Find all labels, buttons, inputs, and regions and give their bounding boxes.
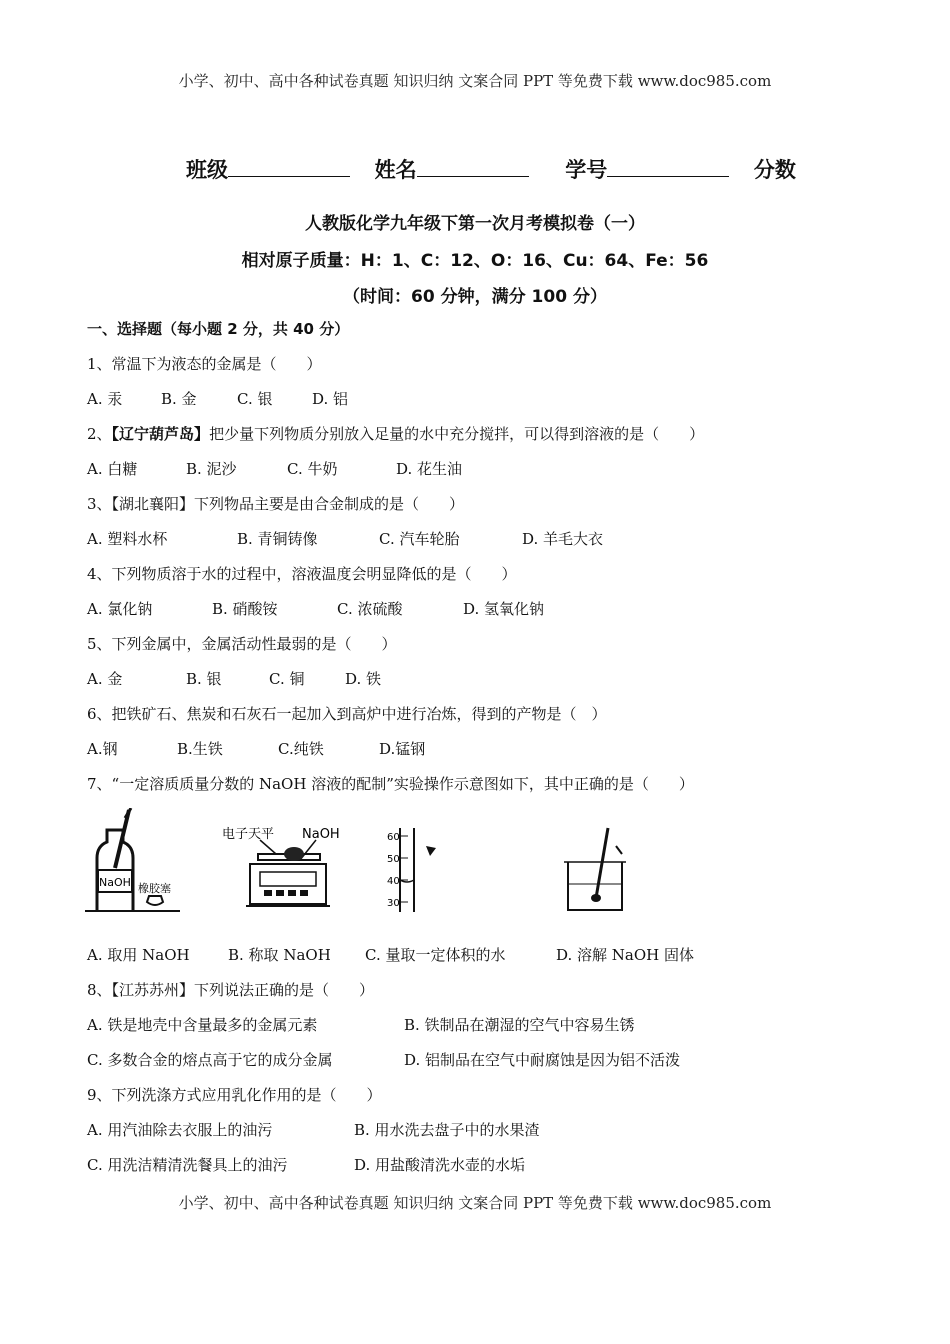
- q8-option-c[interactable]: C. 多数合金的熔点高于它的成分金属: [87, 1051, 333, 1069]
- q2-option-d[interactable]: D. 花生油: [396, 460, 463, 478]
- naoh-weigh-label: NaOH: [302, 827, 340, 842]
- question-4-stem: 4、下列物质溶于水的过程中，溶液温度会明显降低的是（ ）: [87, 565, 517, 583]
- q5-option-c[interactable]: C. 铜: [269, 670, 305, 688]
- q2-option-b[interactable]: B. 泥沙: [186, 460, 237, 478]
- question-3-stem: 3、【湖北襄阳】下列物品主要是由合金制成的是（ ）: [87, 495, 465, 513]
- student-info-bar: [186, 154, 796, 184]
- q1-option-d[interactable]: D. 铝: [312, 390, 349, 408]
- q3-option-b[interactable]: B. 青铜铸像: [237, 530, 318, 548]
- q5-option-b[interactable]: B. 银: [186, 670, 222, 688]
- atomic-mass-line: 相对原子质量：H：1、C：12、O：16、Cu：64、Fe：56: [241, 251, 709, 271]
- naoh-bottle-label: NaOH: [99, 876, 131, 889]
- q2-text: 把少量下列物质分别放入足量的水中充分搅拌，可以得到溶液的是（ ）: [209, 425, 705, 443]
- q8-option-b[interactable]: B. 铁制品在潮湿的空气中容易生锈: [404, 1016, 635, 1034]
- q5-option-a[interactable]: A. 金: [87, 670, 123, 688]
- q6-option-d[interactable]: D.锰钢: [379, 740, 426, 758]
- q4-option-a[interactable]: A. 氯化钠: [87, 600, 153, 618]
- score-label: 分数: [753, 158, 796, 182]
- id-label: 学号: [565, 158, 608, 182]
- q3-option-d[interactable]: D. 羊毛大衣: [522, 530, 604, 548]
- q1-option-b[interactable]: B. 金: [161, 390, 197, 408]
- question-8-stem: 8、【江苏苏州】下列说法正确的是（ ）: [87, 981, 375, 999]
- tick-50: 50: [387, 854, 400, 865]
- q3-option-c[interactable]: C. 汽车轮胎: [379, 530, 460, 548]
- question-1-stem: 1、常温下为液态的金属是（ ）: [87, 355, 322, 373]
- time-note: （时间：60 分钟，满分 100 分）: [343, 287, 607, 307]
- name-blank: [417, 156, 529, 177]
- figure-measure-water: [386, 826, 446, 914]
- q3-option-a[interactable]: A. 塑料水杯: [87, 530, 168, 548]
- q7-option-a[interactable]: A. 取用 NaOH: [87, 946, 190, 964]
- exam-title: 人教版化学九年级下第一次月考模拟卷（一）: [305, 214, 645, 234]
- q2-source-tag: 【辽宁葫芦岛】: [111, 425, 210, 443]
- class-blank: [228, 156, 350, 177]
- q4-option-d[interactable]: D. 氢氧化钠: [463, 600, 545, 618]
- q9-option-a[interactable]: A. 用汽油除去衣服上的油污: [87, 1121, 273, 1139]
- q2-option-a[interactable]: A. 白糖: [87, 460, 138, 478]
- question-6-stem: 6、把铁矿石、焦炭和石灰石一起加入到高炉中进行冶炼，得到的产物是（ ）: [87, 705, 607, 723]
- q4-option-c[interactable]: C. 浓硫酸: [337, 600, 403, 618]
- name-label: 姓名: [374, 158, 417, 182]
- section-heading: 一、选择题（每小题 2 分，共 40 分）: [87, 320, 350, 338]
- q2-option-c[interactable]: C. 牛奶: [287, 460, 338, 478]
- q9-option-d[interactable]: D. 用盐酸清洗水壶的水垢: [354, 1156, 526, 1174]
- balance-label: 电子天平: [222, 827, 275, 842]
- tick-60: 60: [387, 832, 400, 843]
- q6-option-b[interactable]: B.生铁: [177, 740, 223, 758]
- q8-option-a[interactable]: A. 铁是地壳中含量最多的金属元素: [87, 1016, 318, 1034]
- question-5-stem: 5、下列金属中，金属活动性最弱的是（ ）: [87, 635, 397, 653]
- tick-30: 30: [387, 898, 400, 909]
- page-footer: 小学、初中、高中各种试卷真题 知识归纳 文案合同 PPT 等免费下载 www.doc985.com: [178, 1194, 772, 1212]
- question-2-stem: [87, 423, 704, 444]
- figure-take-naoh: [85, 808, 180, 916]
- q4-option-b[interactable]: B. 硝酸铵: [212, 600, 278, 618]
- figure-weigh-naoh: [220, 820, 345, 912]
- question-9-stem: 9、下列洗涤方式应用乳化作用的是（ ）: [87, 1086, 382, 1104]
- q6-option-c[interactable]: C.纯铁: [278, 740, 324, 758]
- question-7-stem: 7、“一定溶质质量分数的 NaOH 溶液的配制”实验操作示意图如下，其中正确的是（ ）: [87, 775, 694, 793]
- id-blank: [607, 156, 729, 177]
- q8-option-d[interactable]: D. 铝制品在空气中耐腐蚀是因为铝不活泼: [404, 1051, 681, 1069]
- q5-option-d[interactable]: D. 铁: [345, 670, 382, 688]
- tick-40: 40: [387, 876, 400, 887]
- figure-dissolve-naoh: [562, 826, 634, 914]
- q1-option-c[interactable]: C. 银: [237, 390, 273, 408]
- q9-option-b[interactable]: B. 用水洗去盘子中的水果渣: [354, 1121, 540, 1139]
- q1-option-a[interactable]: A. 汞: [87, 390, 123, 408]
- q7-option-c[interactable]: C. 量取一定体积的水: [365, 946, 506, 964]
- rubber-stopper-label: 橡胶塞: [138, 882, 171, 895]
- class-label: 班级: [186, 158, 228, 182]
- q2-number: 2、: [87, 425, 112, 443]
- q7-option-d[interactable]: D. 溶解 NaOH 固体: [556, 946, 695, 964]
- page-header: 小学、初中、高中各种试卷真题 知识归纳 文案合同 PPT 等免费下载 www.doc985.com: [178, 72, 772, 90]
- q9-option-c[interactable]: C. 用洗洁精清洗餐具上的油污: [87, 1156, 288, 1174]
- q6-option-a[interactable]: A.钢: [87, 740, 118, 758]
- q7-option-b[interactable]: B. 称取 NaOH: [228, 946, 331, 964]
